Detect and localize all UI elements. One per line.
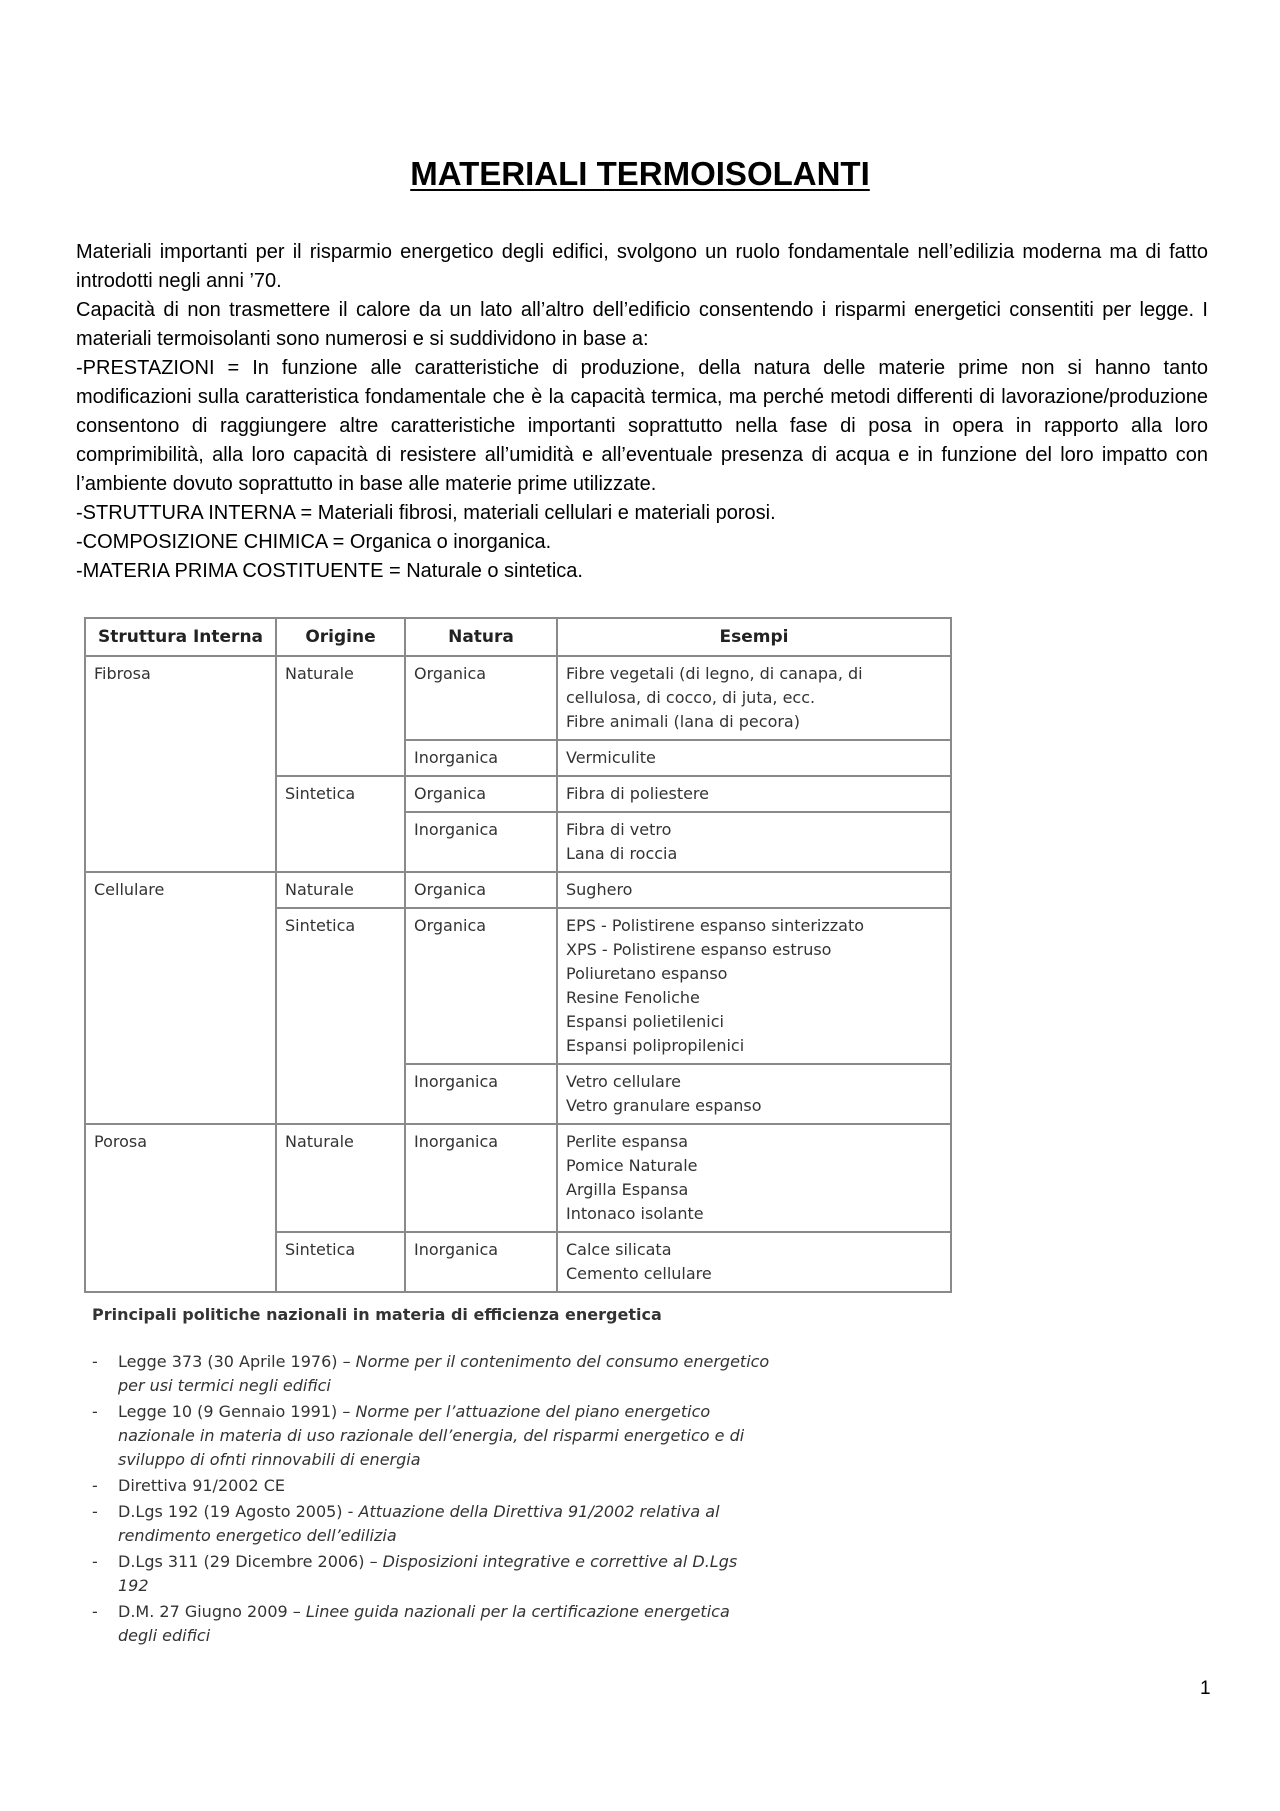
list-item xyxy=(92,1600,772,1648)
cell-esempi: Calce silicata Cemento cellulare xyxy=(557,1232,951,1292)
list-item xyxy=(92,1500,772,1548)
cell-origine xyxy=(276,812,405,872)
table-row xyxy=(85,656,951,740)
page-number: 1 xyxy=(1200,1678,1211,1699)
law-reference: Legge 10 (9 Gennaio 1991) – xyxy=(118,1402,356,1421)
cell-esempi: EPS - Polistirene espanso sinterizzato XPS - Polistirene espanso estruso Poliuretano espanso Resine Fenoliche Espansi polietilenici Espansi polipropilenici xyxy=(557,908,951,1064)
table-row xyxy=(85,776,951,812)
law-reference: D.Lgs 192 (19 Agosto 2005) - xyxy=(118,1502,359,1521)
law-reference: Direttiva 91/2002 CE xyxy=(118,1476,286,1495)
law-description: Attuazione della Direttiva 91/2002 relativa al rendimento energetico dell’edilizia xyxy=(118,1502,720,1545)
list-item xyxy=(92,1400,772,1472)
cell-struttura: Porosa xyxy=(85,1124,276,1232)
cell-esempi: Perlite espansa Pomice Naturale Argilla Espansa Intonaco isolante xyxy=(557,1124,951,1232)
list-item xyxy=(92,1474,772,1498)
cell-natura: Organica xyxy=(405,908,557,1064)
cell-natura: Inorganica xyxy=(405,1124,557,1232)
table-row xyxy=(85,812,951,872)
cell-struttura xyxy=(85,1064,276,1124)
composizione-chimica-line: -COMPOSIZIONE CHIMICA = Organica o inorganica. xyxy=(76,531,552,553)
cell-esempi: Fibra di poliestere xyxy=(557,776,951,812)
cell-origine: Sintetica xyxy=(276,1232,405,1292)
cell-natura: Inorganica xyxy=(405,1232,557,1292)
cell-struttura xyxy=(85,812,276,872)
table-row xyxy=(85,1124,951,1232)
laws-title: Principali politiche nazionali in materia di efficienza energetica xyxy=(92,1305,662,1324)
law-reference: D.M. 27 Giugno 2009 – xyxy=(118,1602,306,1621)
intro-paragraph: Capacità di non trasmettere il calore da un lato all’altro dell’edificio consentendo i risparmi energetici consentiti per legge. I materiali termoisolanti sono numerosi e si suddividono in base a: xyxy=(76,299,1208,350)
header-origine: Origine xyxy=(276,618,405,656)
law-description: Linee guida nazionali per la certificazione energetica degli edifici xyxy=(118,1602,730,1645)
cell-esempi: Vetro cellulare Vetro granulare espanso xyxy=(557,1064,951,1124)
table-row xyxy=(85,740,951,776)
header-struttura: Struttura Interna xyxy=(85,618,276,656)
page-title xyxy=(0,155,1280,193)
cell-origine xyxy=(276,740,405,776)
cell-struttura: Fibrosa xyxy=(85,656,276,740)
cell-natura: Organica xyxy=(405,656,557,740)
table-header-row xyxy=(85,618,951,656)
table-row xyxy=(85,1064,951,1124)
materials-table xyxy=(84,617,952,1293)
list-item xyxy=(92,1550,772,1598)
cell-struttura xyxy=(85,1232,276,1292)
cell-natura: Organica xyxy=(405,872,557,908)
materia-prima-line: -MATERIA PRIMA COSTITUENTE = Naturale o sintetica. xyxy=(76,560,583,582)
cell-origine: Sintetica xyxy=(276,908,405,1064)
table-row xyxy=(85,872,951,908)
cell-esempi: Sughero xyxy=(557,872,951,908)
cell-struttura xyxy=(85,740,276,776)
law-reference: Legge 373 (30 Aprile 1976) – xyxy=(118,1352,356,1371)
cell-struttura: Cellulare xyxy=(85,872,276,908)
law-description: Norme per il contenimento del consumo energetico per usi termici negli edifici xyxy=(118,1352,770,1395)
cell-esempi: Fibre vegetali (di legno, di canapa, di cellulosa, di cocco, di juta, ecc. Fibre animali (lana di pecora) xyxy=(557,656,951,740)
cell-esempi: Fibra di vetro Lana di roccia xyxy=(557,812,951,872)
cell-origine xyxy=(276,1064,405,1124)
cell-struttura xyxy=(85,908,276,1064)
table-row xyxy=(85,1232,951,1292)
header-esempi: Esempi xyxy=(557,618,951,656)
header-natura: Natura xyxy=(405,618,557,656)
cell-esempi: Vermiculite xyxy=(557,740,951,776)
laws-list xyxy=(92,1350,772,1650)
law-description: Norme per l’attuazione del piano energetico nazionale in materia di uso razionale dell’energia, del risparmi energetico e di sviluppo di ofnti rinnovabili di energia xyxy=(118,1402,745,1469)
cell-natura: Organica xyxy=(405,776,557,812)
cell-origine: Naturale xyxy=(276,872,405,908)
cell-origine: Naturale xyxy=(276,1124,405,1232)
cell-natura: Inorganica xyxy=(405,812,557,872)
law-description: Disposizioni integrative e correttive al D.Lgs 192 xyxy=(118,1552,738,1595)
cell-natura: Inorganica xyxy=(405,1064,557,1124)
intro-paragraph: Materiali importanti per il risparmio energetico degli edifici, svolgono un ruolo fondamentale nell’edilizia moderna ma di fatto introdotti negli anni ’70. xyxy=(76,241,1208,292)
cell-origine: Sintetica xyxy=(276,776,405,812)
struttura-interna-line: -STRUTTURA INTERNA = Materiali fibrosi, materiali cellulari e materiali porosi. xyxy=(76,502,776,524)
prestazioni-paragraph: -PRESTAZIONI = In funzione alle caratteristiche di produzione, della natura delle materie prime non si hanno tanto modificazioni sulla caratteristica fondamentale che è la capacità termica, ma perché metodi differenti di lavorazione/produzione consentono di raggiungere altre caratteristiche importanti soprattutto nella fase di posa in opera in rapporto alla loro comprimibilità, alla loro capacità di resistere all’umidità e all’eventuale presenza di acqua e in funzione del loro impatto con l’ambiente dovuto soprattutto in base alle materie prime utilizzate. xyxy=(76,357,1208,495)
law-reference: D.Lgs 311 (29 Dicembre 2006) – xyxy=(118,1552,383,1571)
cell-origine: Naturale xyxy=(276,656,405,740)
list-item xyxy=(92,1350,772,1398)
cell-natura: Inorganica xyxy=(405,740,557,776)
table-row xyxy=(85,908,951,1064)
intro-text xyxy=(76,238,1208,586)
page-title-text: MATERIALI TERMOISOLANTI xyxy=(410,155,870,192)
cell-struttura xyxy=(85,776,276,812)
